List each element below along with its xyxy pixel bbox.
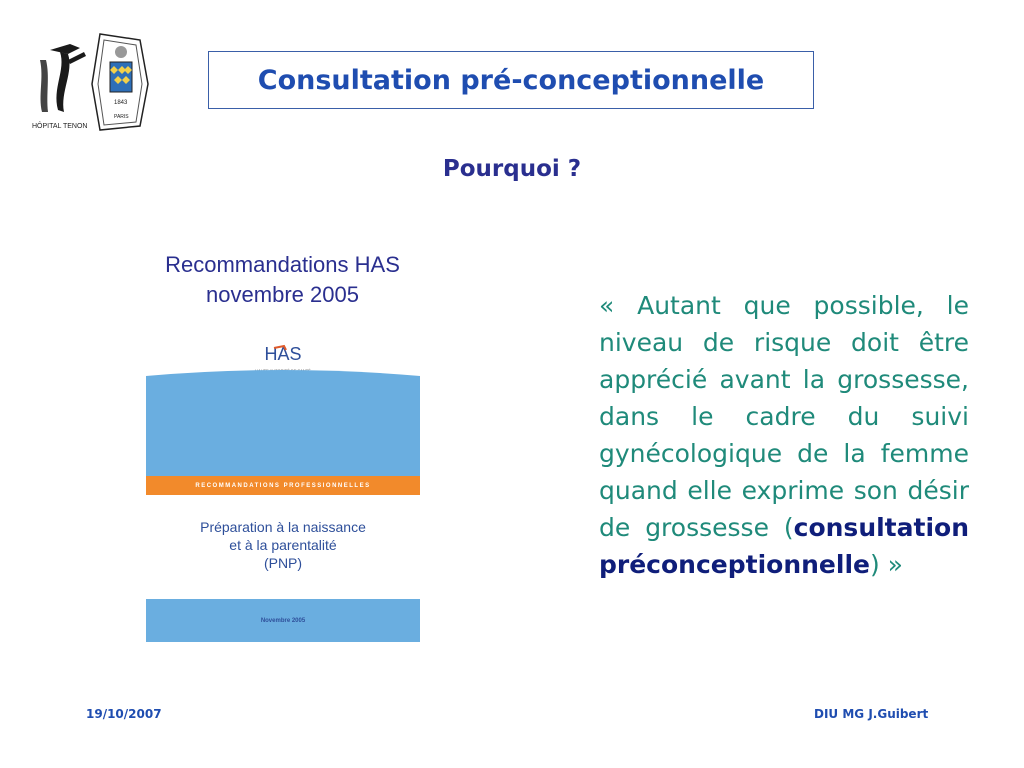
quote-bold-text: consultation préconceptionnelle [599, 513, 969, 579]
hospital-logo-text: HÔPITAL TENON [32, 123, 88, 130]
cover-title-line1: Préparation à la naissance [200, 519, 366, 535]
has-caption-line2: novembre 2005 [206, 282, 359, 307]
subtitle: Pourquoi ? [442, 156, 582, 182]
cover-blue-panel [146, 370, 420, 480]
quote-text [599, 287, 969, 583]
has-logo-text: HAS [264, 344, 302, 364]
footer-date: 19/10/2007 [86, 707, 162, 721]
faculty-city-text: PARIS [114, 114, 129, 120]
footer-author: DIU MG J.Guibert [814, 707, 929, 721]
title-box [208, 51, 814, 109]
faculty-year-text: 1843 [114, 100, 128, 106]
cover-title-line3: (PNP) [263, 555, 303, 571]
hopital-tenon-logo [30, 30, 155, 140]
quote-text-after: ) » [869, 550, 903, 579]
cover-title-line2: et à la parentalité [229, 537, 337, 553]
cover-band-text: RECOMMANDATIONS PROFESSIONNELLES [195, 482, 371, 489]
page-title: Consultation pré-conceptionnelle [257, 64, 765, 96]
cover-date-text: Novembre 2005 [260, 617, 306, 624]
has-document-cover [146, 340, 420, 642]
has-caption [120, 250, 445, 310]
has-caption-line1: Recommandations HAS [165, 252, 400, 277]
cover-blue-footer [146, 599, 420, 642]
cover-orange-band [146, 476, 420, 495]
quote-text-before: « Autant que possible, le niveau de risque doit être apprécié avant la grossesse, dans le cadre du suivi gynécologique de la femme quand elle exprime son désir de grossesse ( [599, 291, 969, 542]
institution-logos [30, 30, 155, 140]
cover-document-title [146, 518, 420, 572]
